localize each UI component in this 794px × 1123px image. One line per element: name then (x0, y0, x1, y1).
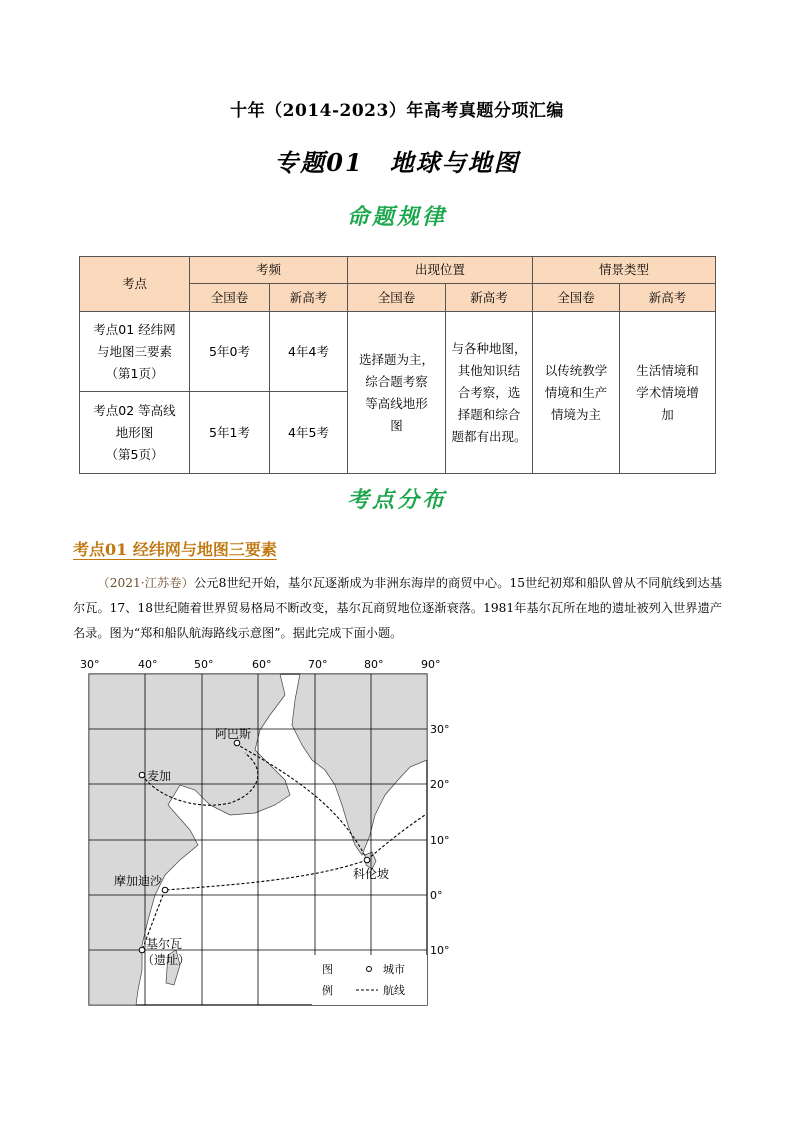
city-jierwa-marker (139, 947, 145, 953)
position-qg-line-3: 等高线地形 (365, 395, 428, 411)
kaodian-2-line-3: （第5页） (105, 446, 164, 462)
city-kelunpo-label: 科伦坡 (353, 867, 390, 881)
city-mojiadisha-marker (162, 887, 168, 893)
position-xg-line-1: 与各种地图， (451, 340, 527, 356)
scene-xingaokao-cell (620, 312, 716, 474)
kaodian-cell-1 (80, 312, 190, 392)
lon-label-50: 50° (194, 658, 214, 671)
freq-xingaokao-1: 4年4考 (270, 312, 348, 392)
city-kelunpo-marker (364, 857, 370, 863)
position-xingaokao-cell (446, 312, 533, 474)
header-kaodian: 考点 (80, 257, 190, 312)
subheader-scene-xingaokao: 新高考 (620, 284, 716, 312)
section-title: 考点01 经纬网与地图三要素 (73, 540, 277, 559)
position-qg-line-4: 图 (390, 417, 403, 433)
lon-label-80: 80° (364, 658, 384, 671)
lat-label-0: 0° (430, 889, 443, 902)
city-jierwa-note: （遗址） (142, 953, 191, 967)
position-qg-line-2: 综合题考察 (365, 373, 428, 389)
question-source: （2021·江苏卷） (97, 576, 194, 590)
kaodian-1-line-3: （第1页） (105, 365, 164, 381)
legend-title-1: 图 (322, 963, 333, 976)
lat-label-20: 20° (430, 778, 450, 791)
scene-xg-line-3: 加 (661, 406, 674, 422)
header-scene: 情景类型 (533, 257, 716, 284)
distribution-heading: 考点分布 (346, 487, 447, 513)
lon-label-60: 60° (252, 658, 272, 671)
route-map (80, 655, 460, 1010)
position-quanguo-cell (348, 312, 446, 474)
lon-label-40: 40° (138, 658, 158, 671)
position-xg-line-3: 合考察，选 (457, 384, 521, 400)
city-maijia-label: 麦加 (147, 769, 172, 783)
freq-quanguo-2: 5年1考 (190, 392, 270, 474)
kaodian-2-line-2: 地形图 (115, 424, 154, 440)
freq-quanguo-1: 5年0考 (190, 312, 270, 392)
rules-heading: 命题规律 (346, 204, 447, 230)
lat-label-30: 30° (430, 723, 450, 736)
question-paragraph (73, 571, 722, 646)
kaodian-2-line-1: 考点02 等高线 (93, 402, 176, 418)
subheader-freq-quanguo: 全国卷 (190, 284, 270, 312)
subheader-scene-quanguo: 全国卷 (533, 284, 620, 312)
rules-table (79, 256, 716, 474)
position-xg-line-5: 题都有出现。 (451, 428, 527, 444)
position-xg-line-4: 择题和综合 (457, 406, 521, 422)
subheader-position-xingaokao: 新高考 (446, 284, 533, 312)
city-abasi-label: 阿巴斯 (215, 727, 252, 741)
city-maijia-marker (139, 772, 145, 778)
position-qg-line-1: 选择题为主， (359, 351, 435, 367)
lat-label-10n: 10° (430, 834, 450, 847)
header-position: 出现位置 (348, 257, 533, 284)
city-abasi-marker (234, 740, 240, 746)
legend-title-2: 例 (322, 984, 333, 997)
collection-title: 十年（2014-2023）年高考真题分项汇编 (230, 101, 564, 121)
kaodian-cell-2 (80, 392, 190, 474)
topic-title: 专题01 地球与地图 (274, 148, 520, 177)
legend-city-marker (367, 967, 372, 972)
kaodian-1-line-2: 与地图三要素 (96, 343, 172, 359)
subheader-position-quanguo: 全国卷 (348, 284, 446, 312)
scene-quanguo-cell (533, 312, 620, 474)
lat-label-10s: 10° (430, 944, 450, 957)
freq-xingaokao-2: 4年5考 (270, 392, 348, 474)
city-jierwa-label: 基尔瓦 (146, 937, 183, 951)
scene-qg-line-3: 情境为主 (551, 406, 602, 422)
subheader-freq-xingaokao: 新高考 (270, 284, 348, 312)
scene-xg-line-1: 生活情境和 (636, 362, 699, 378)
legend-city-label: 城市 (383, 963, 405, 976)
lon-label-70: 70° (308, 658, 328, 671)
position-xg-line-2: 其他知识结 (457, 362, 521, 378)
lon-label-30: 30° (80, 658, 100, 671)
city-mojiadisha-label: 摩加迪沙 (114, 874, 163, 888)
header-freq: 考频 (190, 257, 348, 284)
scene-qg-line-2: 情境和生产 (544, 384, 608, 400)
lon-label-90: 90° (421, 658, 441, 671)
question-text: 公元8世纪开始，基尔瓦逐渐成为非洲东海岸的商贸中心。15世纪初郑和船队曾从不同航线到达基尔瓦。17、18世纪随着世界贸易格局不断改变，基尔瓦商贸地位逐渐衰落。1981年基尔瓦所在地的遗址被列入世界遗产名录。图为“郑和船队航海路线示意图”。据此完成下面小题。 (73, 576, 723, 640)
scene-xg-line-2: 学术情境增 (636, 384, 699, 400)
legend-route-label: 航线 (383, 984, 405, 997)
kaodian-1-line-1: 考点01 经纬网 (93, 321, 176, 337)
scene-qg-line-1: 以传统教学 (544, 362, 608, 378)
